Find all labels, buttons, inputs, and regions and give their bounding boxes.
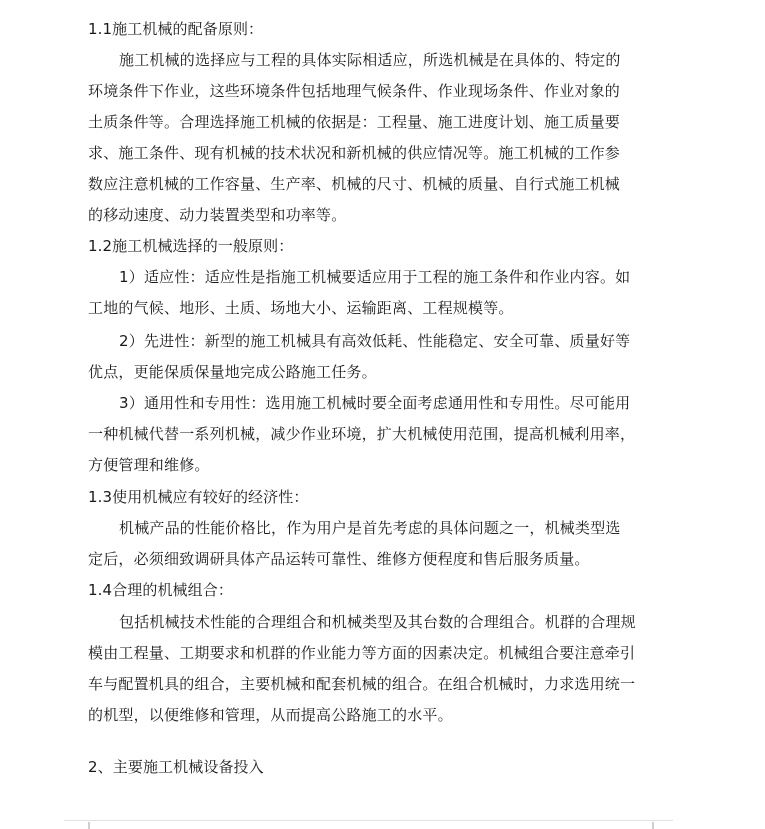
paragraph-line: 一种机械代替一系列机械，减少作业环境，扩大机械使用范围，提高机械利用率， xyxy=(88,425,636,443)
margin-corner-mark-right xyxy=(652,822,654,829)
paragraph-line: 的移动速度、动力装置类型和功率等。 xyxy=(88,206,347,224)
section-heading-2: 2、主要施工机械设备投入 xyxy=(88,758,264,776)
paragraph-line: 3）通用性和专用性：选用施工机械时要全面考虑通用性和专用性。尽可能用 xyxy=(119,394,631,412)
paragraph-line: 施工机械的选择应与工程的具体实际相适应，所选机械是在具体的、特定的 xyxy=(119,51,621,69)
paragraph-line: 土质条件等。合理选择施工机械的依据是：工程量、施工进度计划、施工质量要 xyxy=(88,113,621,131)
paragraph-line: 1）适应性：适应性是指施工机械要适应用于工程的施工条件和作业内容。如 xyxy=(119,268,631,286)
paragraph-line: 2）先进性：新型的施工机械具有高效低耗、性能稳定、安全可靠、质量好等 xyxy=(119,332,631,350)
section-heading-1-2: 1.2施工机械选择的一般原则： xyxy=(88,237,294,255)
paragraph-line: 的机型，以便维修和管理，从而提高公路施工的水平。 xyxy=(88,706,453,724)
paragraph-line: 模由工程量、工期要求和机群的作业能力等方面的因素决定。机械组合要注意牵引 xyxy=(88,644,636,662)
page-boundary-rule xyxy=(64,820,673,821)
section-heading-1-3: 1.3使用机械应有较好的经济性： xyxy=(88,488,309,506)
paragraph-line: 工地的气候、地形、土质、场地大小、运输距离、工程规模等。 xyxy=(88,299,514,317)
paragraph-line: 方便管理和维修。 xyxy=(88,456,210,474)
section-heading-1-1: 1.1施工机械的配备原则： xyxy=(88,20,264,38)
paragraph-line: 包括机械技术性能的合理组合和机械类型及其台数的合理组合。机群的合理规 xyxy=(119,613,636,631)
paragraph-line: 优点，更能保质保量地完成公路施工任务。 xyxy=(88,363,377,381)
paragraph-line: 求、施工条件、现有机械的技术状况和新机械的供应情况等。施工机械的工作参 xyxy=(88,144,621,162)
paragraph-line: 定后，必须细致调研具体产品运转可靠性、维修方便程度和售后服务质量。 xyxy=(88,550,590,568)
margin-corner-mark-left xyxy=(88,822,90,829)
paragraph-line: 机械产品的性能价格比，作为用户是首先考虑的具体问题之一，机械类型选 xyxy=(119,519,621,537)
paragraph-line: 数应注意机械的工作容量、生产率、机械的尺寸、机械的质量、自行式施工机械 xyxy=(88,175,621,193)
section-heading-1-4: 1.4合理的机械组合： xyxy=(88,581,233,599)
paragraph-line: 环境条件下作业，这些环境条件包括地理气候条件、作业现场条件、作业对象的 xyxy=(88,82,621,100)
paragraph-line: 车与配置机具的组合，主要机械和配套机械的组合。在组合机械时，力求选用统一 xyxy=(88,675,636,693)
